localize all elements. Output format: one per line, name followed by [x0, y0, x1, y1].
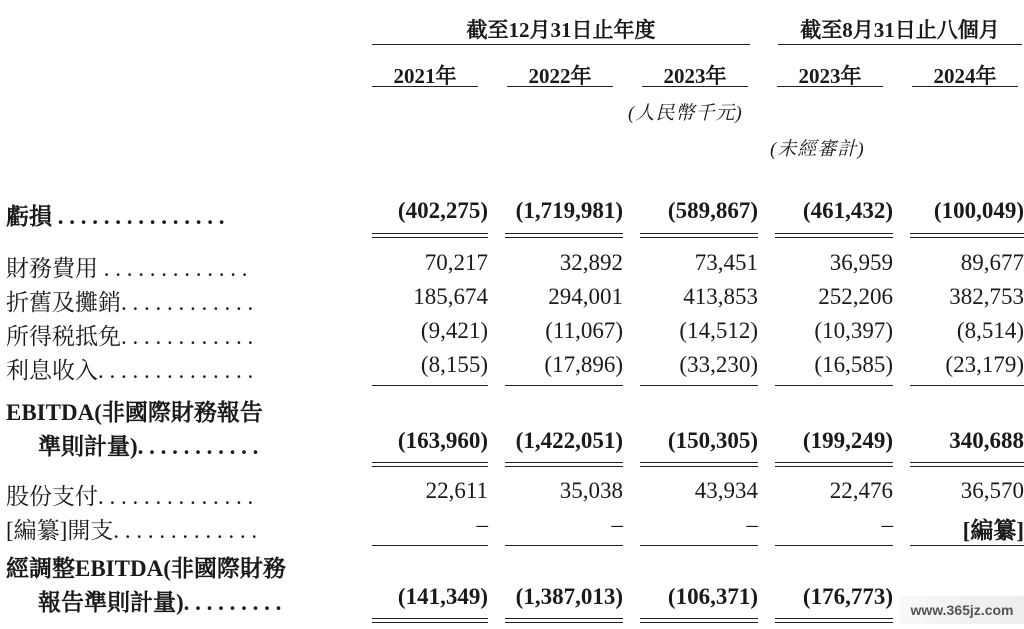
subtotal-line — [505, 545, 623, 546]
table-row — [0, 352, 1024, 384]
row-value: (11,067) — [545, 318, 623, 343]
row-label: 折舊及攤銷. . . . . . . . . . . . — [6, 290, 254, 315]
row-label: 利息收入. . . . . . . . . . . . . . — [6, 358, 254, 383]
row-value: 294,001 — [548, 284, 623, 309]
row-value: 32,892 — [559, 250, 623, 275]
table-row — [0, 394, 1024, 426]
watermark: www.365jz.com — [900, 596, 1024, 624]
subtotal-line — [372, 545, 488, 546]
year-header-line — [372, 86, 478, 87]
row-value: (199,249) — [802, 428, 893, 453]
table-row — [0, 250, 1024, 282]
row-value: (1,719,981) — [515, 198, 623, 223]
row-value: 22,611 — [425, 478, 488, 503]
subtotal-line — [910, 385, 1024, 386]
subtotal-line — [505, 385, 623, 386]
row-value: (461,432) — [802, 198, 893, 223]
row-value: (589,867) — [667, 198, 758, 223]
row-value: (8,155) — [420, 352, 488, 377]
double-underline — [910, 233, 1024, 238]
row-value: – — [611, 512, 623, 537]
double-underline — [505, 462, 623, 467]
row-value: 73,451 — [694, 250, 758, 275]
year-header-line — [777, 86, 883, 87]
double-underline — [505, 233, 623, 238]
row-value: 252,206 — [818, 284, 893, 309]
row-value: 22,476 — [829, 478, 893, 503]
row-value: – — [746, 512, 758, 537]
row-value: 36,959 — [829, 250, 893, 275]
row-value: (10,397) — [814, 318, 893, 343]
table-row — [0, 428, 1024, 460]
row-value: – — [476, 512, 488, 537]
double-underline — [372, 618, 488, 623]
row-value: (1,422,051) — [515, 428, 623, 453]
row-value: (176,773) — [802, 584, 893, 609]
table-row — [0, 284, 1024, 316]
row-value: 89,677 — [960, 250, 1024, 275]
table-row — [0, 478, 1024, 510]
row-value: (150,305) — [667, 428, 758, 453]
table-row — [0, 198, 1024, 230]
row-value: 35,038 — [559, 478, 623, 503]
table-row — [0, 512, 1024, 544]
header-group-year: 截至12月31日止年度 — [466, 18, 656, 42]
header-group-period-line — [778, 44, 1022, 45]
row-value: [編纂] — [962, 518, 1024, 543]
subtotal-line — [372, 385, 488, 386]
unit-label: (人民幣千元) — [628, 103, 743, 124]
row-label: 財務費用 . . . . . . . . . . . . . — [6, 256, 248, 281]
row-value: (100,049) — [933, 198, 1024, 223]
year-header-line — [507, 86, 613, 87]
row-label: 經調整EBITDA(非國際財務 — [6, 556, 286, 581]
row-value: (1,387,013) — [515, 584, 623, 609]
subtotal-line — [640, 545, 758, 546]
row-value: 413,853 — [683, 284, 758, 309]
row-value: 185,674 — [413, 284, 488, 309]
row-value: (23,179) — [945, 352, 1024, 377]
subtotal-line — [640, 385, 758, 386]
double-underline — [505, 618, 623, 623]
row-label: 虧損 . . . . . . . . . . . . . . . — [6, 204, 225, 229]
row-label: 股份支付. . . . . . . . . . . . . . — [6, 484, 254, 509]
row-value: 340,688 — [949, 428, 1024, 453]
row-value: (163,960) — [397, 428, 488, 453]
subtotal-line — [910, 545, 1024, 546]
row-value: (141,349) — [397, 584, 488, 609]
double-underline — [910, 462, 1024, 467]
row-label: 所得税抵免. . . . . . . . . . . . — [6, 324, 254, 349]
row-value: (106,371) — [667, 584, 758, 609]
row-value: (8,514) — [956, 318, 1024, 343]
year-header-line — [912, 86, 1018, 87]
unaudited-label: (未經審計) — [770, 139, 865, 160]
row-value: 43,934 — [694, 478, 758, 503]
row-value: (9,421) — [420, 318, 488, 343]
row-value: (16,585) — [814, 352, 893, 377]
subtotal-line — [775, 385, 893, 386]
header-group-year-line — [372, 44, 750, 45]
row-label: 準則計量). . . . . . . . . . . — [38, 434, 259, 459]
double-underline — [640, 233, 758, 238]
double-underline — [372, 462, 488, 467]
row-value: (402,275) — [397, 198, 488, 223]
row-value: – — [881, 512, 893, 537]
double-underline — [775, 233, 893, 238]
row-value: 36,570 — [960, 478, 1024, 503]
subtotal-line — [775, 545, 893, 546]
year-header: 2023年 — [798, 64, 862, 88]
row-value: (33,230) — [679, 352, 758, 377]
double-underline — [640, 618, 758, 623]
year-header: 2021年 — [393, 64, 457, 88]
double-underline — [372, 233, 488, 238]
double-underline — [775, 462, 893, 467]
row-value: 382,753 — [949, 284, 1024, 309]
row-value: (14,512) — [679, 318, 758, 343]
table-row — [0, 550, 1024, 582]
double-underline — [640, 462, 758, 467]
year-header: 2022年 — [528, 64, 592, 88]
year-header: 2024年 — [933, 64, 997, 88]
row-label: [編纂]開支. . . . . . . . . . . . . — [6, 518, 258, 543]
year-header-line — [642, 86, 748, 87]
header-group-period: 截至8月31日止八個月 — [800, 18, 1000, 42]
table-row — [0, 584, 1024, 616]
row-label: EBITDA(非國際財務報告 — [6, 400, 263, 425]
table-row — [0, 318, 1024, 350]
row-value: 70,217 — [424, 250, 488, 275]
row-value: (17,896) — [544, 352, 623, 377]
double-underline — [775, 618, 893, 623]
row-label: 報告準則計量). . . . . . . . . — [38, 590, 282, 615]
year-header: 2023年 — [663, 64, 727, 88]
